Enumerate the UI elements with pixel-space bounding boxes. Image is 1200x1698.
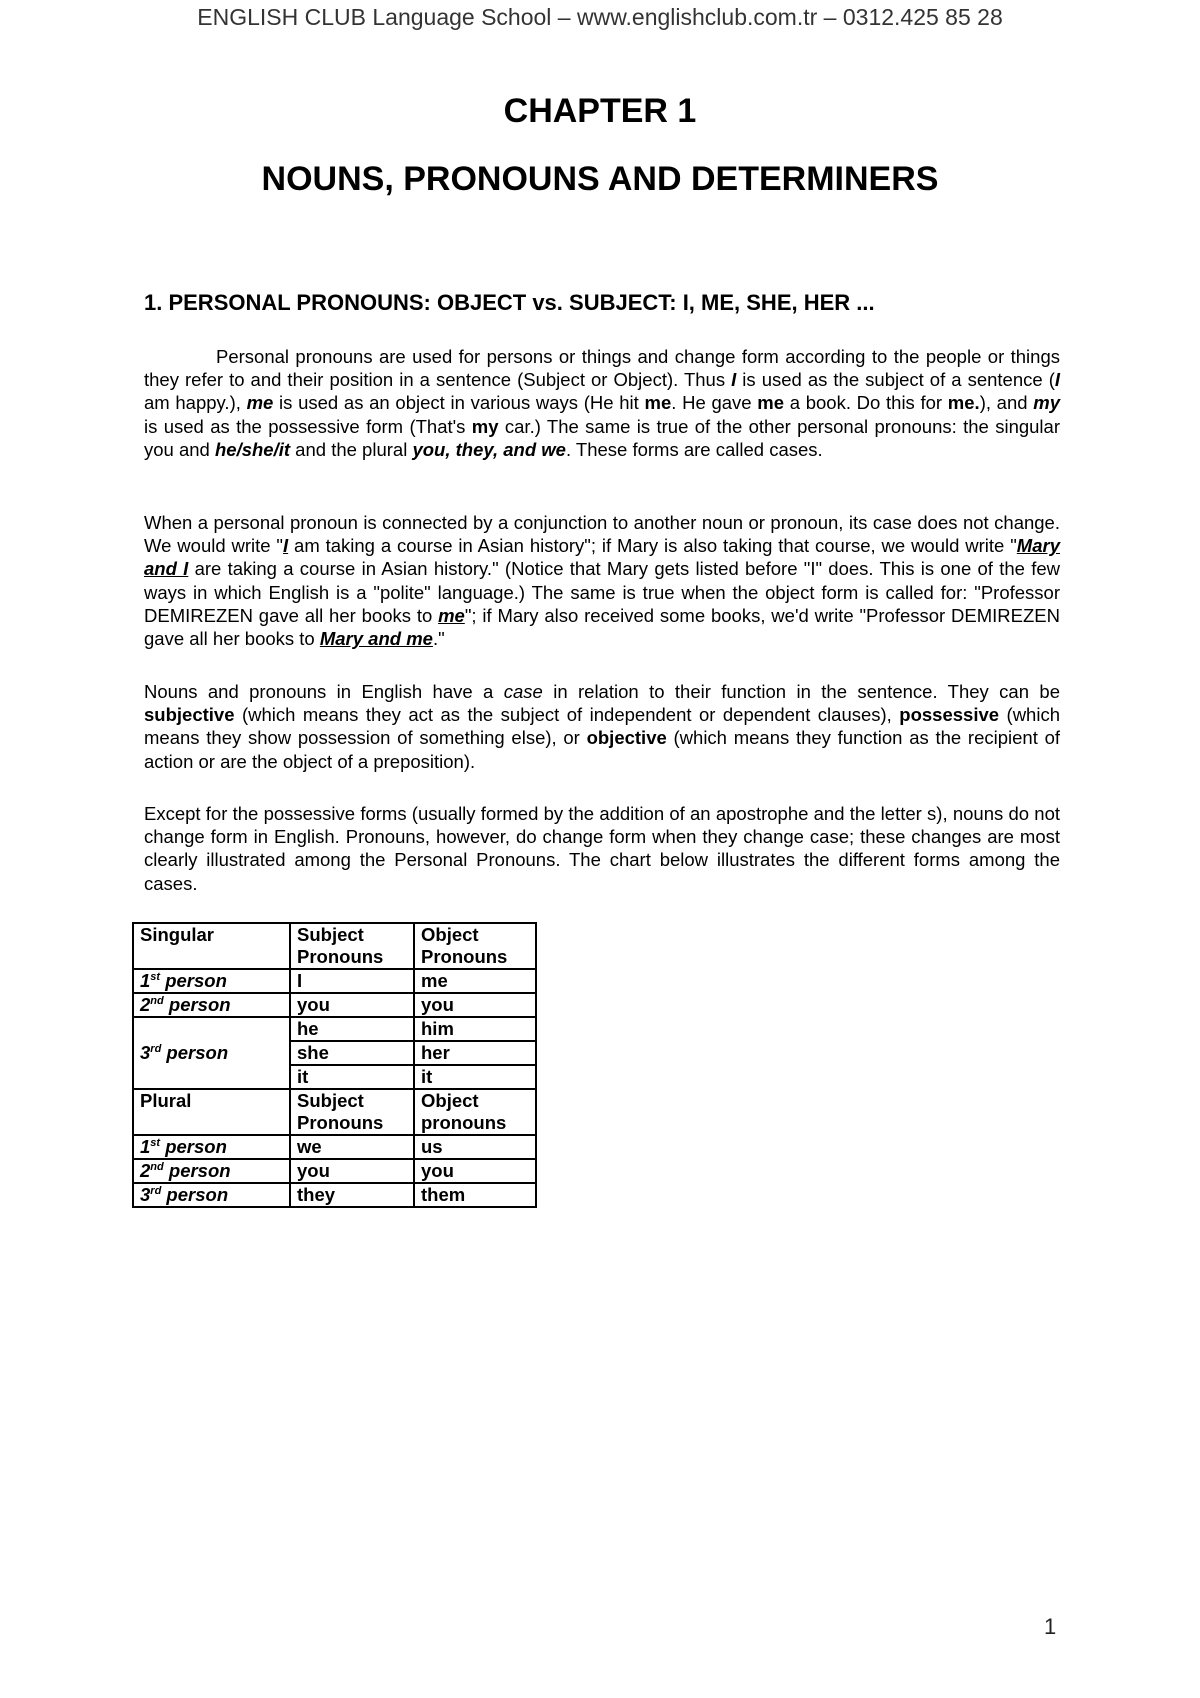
table-cell: it	[414, 1065, 536, 1089]
paragraph-conjunction-case: When a personal pronoun is connected by a conjunction to another noun or pronoun, its case does not change. We would write "I am taking a course in Asian history"; if Mary is also taking that course, we would write "Mary and I are taking a course in Asian history." (Notice that Mary gets listed before "I" does. This is one of the few ways in which English is a "polite" language.) The same is true when the object form is called for: "Professor DEMIREZEN gave all her books to me"; if Mary also received some books, we'd write "Professor DEMIREZEN gave all her books to Mary and me."	[144, 512, 1060, 650]
table-cell: us	[414, 1135, 536, 1159]
table-cell: we	[290, 1135, 414, 1159]
table-cell: they	[290, 1183, 414, 1207]
table-cell: you	[414, 1159, 536, 1183]
section-heading: 1. PERSONAL PRONOUNS: OBJECT vs. SUBJECT: I, ME, SHE, HER ...	[144, 290, 875, 315]
table-row	[133, 969, 536, 993]
table-cell: Subject Pronouns	[290, 1089, 414, 1135]
table-cell: she	[290, 1041, 414, 1065]
paragraph-possessive-forms: Except for the possessive forms (usually formed by the addition of an apostrophe and the letter s), nouns do not change form in English. Pronouns, however, do change form when they change case; these changes are most clearly illustrated among the Personal Pronouns. The chart below illustrates the different forms among the cases.	[144, 803, 1060, 894]
table-cell: 2nd person	[133, 993, 290, 1017]
table-cell: me	[414, 969, 536, 993]
table-cell: 3rd person	[133, 1183, 290, 1207]
table-cell: I	[290, 969, 414, 993]
table-cell: Object pronouns	[414, 1089, 536, 1135]
page-header: ENGLISH CLUB Language School – www.englishclub.com.tr – 0312.425 85 28	[197, 4, 1003, 30]
table-cell: her	[414, 1041, 536, 1065]
table-cell: you	[290, 993, 414, 1017]
table-row	[133, 1089, 536, 1135]
paragraph-noun-cases: Nouns and pronouns in English have a case in relation to their function in the sentence. They can be subjective (which means they act as the subject of independent or dependent clauses), possessive (which means they show possession of something else), or objective (which means they function as the recipient of action or are the object of a preposition).	[144, 681, 1061, 772]
table-row	[133, 1159, 536, 1183]
table-row	[133, 1135, 536, 1159]
table-cell: you	[414, 993, 536, 1017]
table-row	[133, 993, 536, 1017]
chapter-title: CHAPTER 1	[503, 92, 697, 130]
page-number: 1	[1044, 1614, 1057, 1639]
table-cell: he	[290, 1017, 414, 1041]
table-cell: them	[414, 1183, 536, 1207]
table-row	[133, 1017, 536, 1041]
paragraph-personal-pronouns: Personal pronouns are used for persons or things and change form according to the people or things they refer to and their position in a sentence (Subject or Object). Thus I is used as the subject of a sentence (I am happy.), me is used as an object in various ways (He hit me. He gave me a book. Do this for me.), and my is used as the possessive form (That's my car.) The same is true of the other personal pronouns: the singular you and he/she/it and the plural you, they, and we. These forms are called cases.	[144, 346, 1061, 460]
table-cell: 1st person	[133, 969, 290, 993]
table-cell: Plural	[133, 1089, 290, 1135]
table-row	[133, 923, 536, 969]
table-cell: 1st person	[133, 1135, 290, 1159]
table-row	[133, 1183, 536, 1207]
chapter-subtitle: NOUNS, PRONOUNS AND DETERMINERS	[261, 160, 939, 198]
table-cell: you	[290, 1159, 414, 1183]
table-cell: him	[414, 1017, 536, 1041]
pronoun-table	[132, 922, 537, 1208]
table-cell: 3rd person	[133, 1017, 290, 1089]
table-cell: 2nd person	[133, 1159, 290, 1183]
table-cell: Object Pronouns	[414, 923, 536, 969]
table-cell: it	[290, 1065, 414, 1089]
table-cell: Subject Pronouns	[290, 923, 414, 969]
table-cell: Singular	[133, 923, 290, 969]
